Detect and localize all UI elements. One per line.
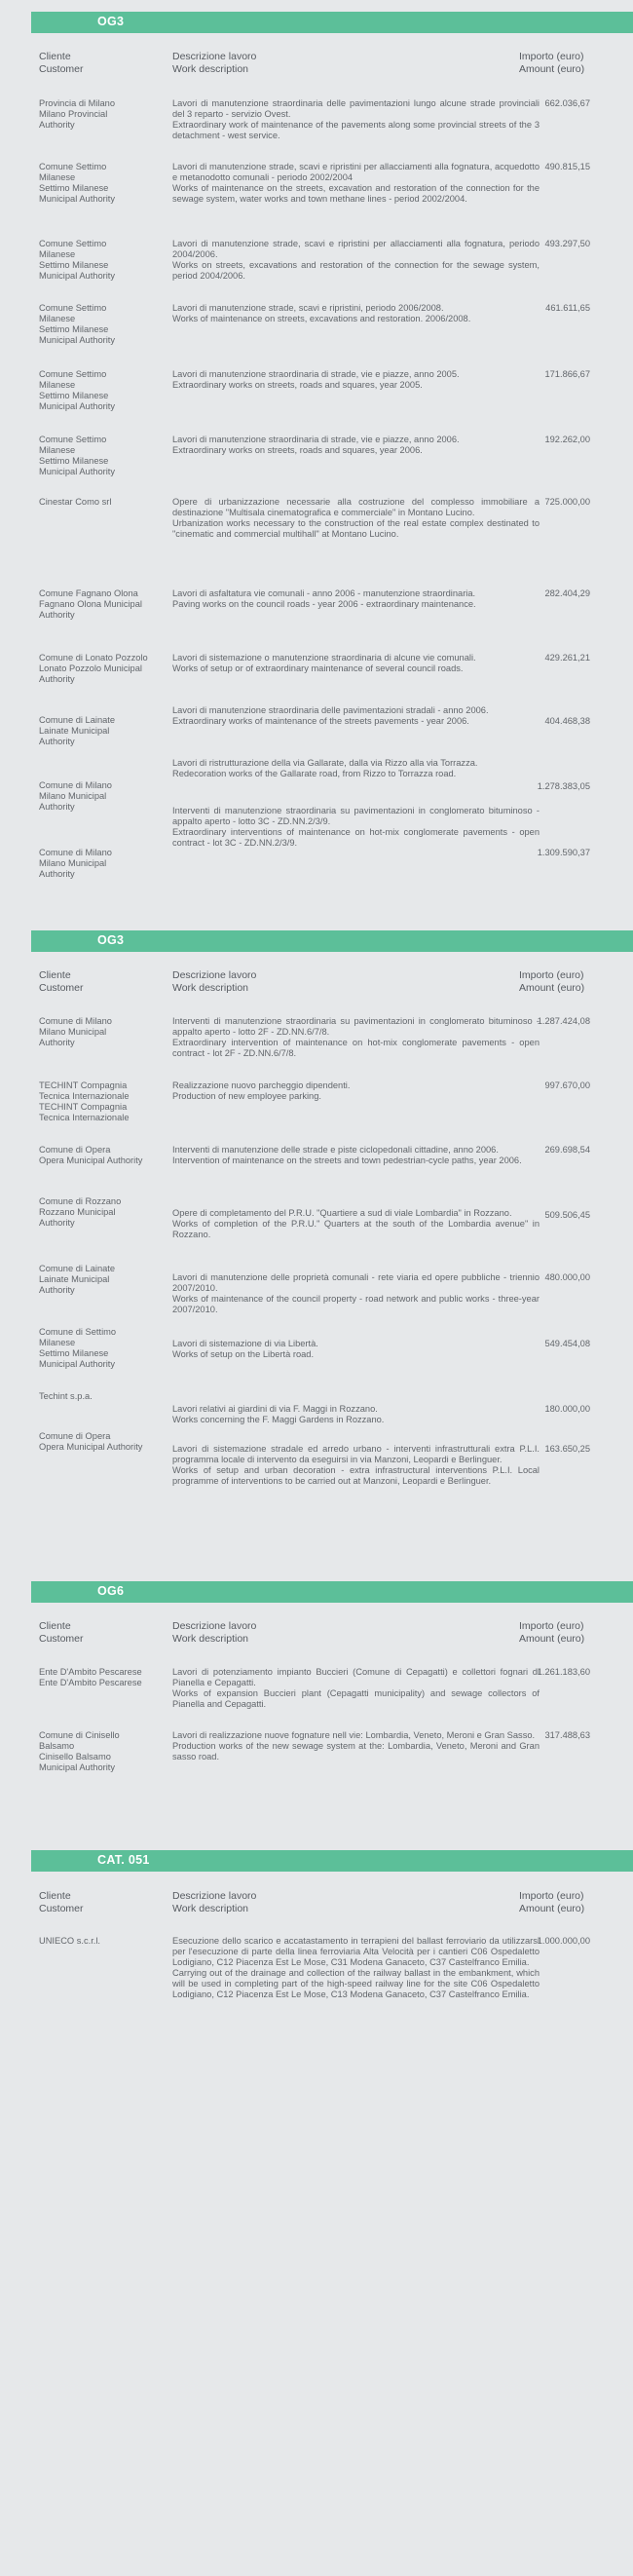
client-line: Settimo Milanese bbox=[39, 183, 109, 193]
row-amount: 725.000,00 bbox=[544, 497, 590, 507]
client-line: Milano Municipal bbox=[39, 791, 107, 801]
category-bar bbox=[31, 1850, 633, 1872]
client-line: Comune Settimo bbox=[39, 239, 107, 248]
row-description bbox=[172, 705, 540, 727]
header-client bbox=[39, 1890, 84, 1915]
client-line: Comune di Cinisello bbox=[39, 1730, 120, 1740]
row-description bbox=[172, 653, 540, 674]
row-client bbox=[39, 303, 168, 346]
client-line: Settimo Milanese bbox=[39, 324, 109, 334]
client-line: Techint s.p.a. bbox=[39, 1391, 93, 1401]
row-amount: 1.278.383,05 bbox=[537, 781, 590, 791]
client-line: Opera Municipal Authority bbox=[39, 1442, 143, 1452]
header-amount-en: Amount (euro) bbox=[519, 1633, 585, 1645]
row-description bbox=[172, 435, 540, 456]
header-desc-it: Descrizione lavoro bbox=[172, 51, 257, 62]
description-text: Lavori di sistemazione di via Libertà. Works of setup on the Libertà road. bbox=[172, 1339, 318, 1359]
row-client bbox=[39, 1936, 168, 1947]
row-description bbox=[172, 1016, 540, 1059]
client-line: Milanese bbox=[39, 314, 76, 323]
description-text: Lavori di manutenzione strade, scavi e ripristini, periodo 2006/2008. Works of maintenance on streets, excavations and restoration. 2006/2008. bbox=[172, 303, 471, 323]
description-text: Lavori di manutenzione strade, scavi e ripristini per allacciamenti alla fognatura, periodo 2004/2006. Works on streets, excavations and restoration of the connection for the sewage system, period 2004/2006. bbox=[172, 239, 540, 281]
client-line: Cinestar Como srl bbox=[39, 497, 112, 507]
client-line: Milanese bbox=[39, 380, 76, 390]
header-amount-it: Importo (euro) bbox=[519, 969, 584, 981]
row-description bbox=[172, 1444, 540, 1487]
header-desc-it: Descrizione lavoro bbox=[172, 969, 257, 981]
client-line: Comune di Milano bbox=[39, 780, 112, 790]
row-description bbox=[172, 806, 540, 849]
client-line: Municipal Authority bbox=[39, 1359, 116, 1369]
client-line: Milano Municipal bbox=[39, 1027, 107, 1037]
client-line: UNIECO s.c.r.l. bbox=[39, 1936, 101, 1946]
header-client bbox=[39, 51, 84, 76]
description-text: Lavori di sistemazione stradale ed arredo urbano - interventi infrastrutturali extra P.L.I. programma locale di intervento da eseguirsi in via Manzoni, Leopardi e Berlinguer. Works of setup and urban decoration - extra infrastructural interventions P.L.I. Local programme of interventions to be carried out at Manzoni, Leopardi e Berlinguer. bbox=[172, 1444, 540, 1486]
description-text: Lavori di realizzazione nuove fognature nell vie: Lombardia, Veneto, Meroni e Gran Sasso. Production works of the new sewage system at the: Lombardia, Veneto, Meroni and Gran sasso road. bbox=[172, 1730, 540, 1762]
category-label: OG6 bbox=[97, 1584, 125, 1598]
header-desc-it: Descrizione lavoro bbox=[172, 1620, 257, 1632]
category-label: OG3 bbox=[97, 933, 125, 947]
description-text: Opere di completamento del P.R.U. "Quartiere a sud di viale Lombardia" in Rozzano. Works of completion of the P.R.U." Quarters at the south of the Lombardia avenue" in Rozzano. bbox=[172, 1208, 540, 1239]
row-client bbox=[39, 780, 168, 813]
client-line: Lainate Municipal bbox=[39, 726, 110, 736]
client-line: Authority bbox=[39, 737, 75, 746]
category-bar bbox=[31, 12, 633, 33]
header-amount bbox=[519, 969, 584, 995]
description-text: Lavori di manutenzione strade, scavi e ripristini per allacciamenti alla fognatura, acquedotto e metanodotto comunali - periodo 2002/2004 Works of maintenance on the streets, excavation and restoration of the connection for the sewage system, water works and town methane lines - period 2002/2004. bbox=[172, 162, 540, 204]
client-line: Comune Fagnano Olona bbox=[39, 588, 138, 598]
description-text: Lavori di manutenzione straordinaria di strade, vie e piazze, anno 2006. Extraordinary works on streets, roads and squares, year 2006. bbox=[172, 435, 460, 455]
client-line: Milanese bbox=[39, 249, 76, 259]
client-line: Municipal Authority bbox=[39, 401, 116, 411]
header-description bbox=[172, 969, 256, 995]
row-description bbox=[172, 1339, 540, 1360]
description-text: Lavori di sistemazione o manutenzione straordinaria di alcune vie comunali. Works of setup or of extraordinary maintenance of several council roads. bbox=[172, 653, 476, 673]
row-description bbox=[172, 1080, 540, 1102]
row-description bbox=[172, 1272, 540, 1315]
description-text: Lavori di manutenzione delle proprietà comunali - rete viaria ed opere pubbliche - triennio 2007/2010. Works of maintenance of the council property - road network and public works - three-year 2007/2010. bbox=[172, 1272, 540, 1314]
row-description bbox=[172, 1936, 540, 2000]
row-amount: 404.468,38 bbox=[544, 716, 590, 726]
row-client bbox=[39, 848, 168, 880]
row-amount: 1.309.590,37 bbox=[537, 848, 590, 857]
row-client bbox=[39, 1264, 168, 1296]
header-amount-en: Amount (euro) bbox=[519, 63, 585, 75]
row-client bbox=[39, 1391, 168, 1402]
category-label: CAT. 051 bbox=[97, 1853, 150, 1867]
description-text: Esecuzione dello scarico e accatastamento in terrapieni del ballast ferroviario da utilizzarsi per l'esecuzione di parte della linea ferroviaria Alta Velocità per i cantieri C06 Ospedaletto Lodigiano, C12 Piacenza Est Le Mose, C31 Modena Ganaceto, C37 Castelfranco Emilia. Carrying out of the drainage and collection of the railway ballast in the embankment, which will be used in completing part of the high-speed railway line for the site C06 Ospedaletto Lodigiano, C12 Piacenza Est Le Mose, C13 Modena Ganaceto, C37 Castelfranco Emilia. bbox=[172, 1936, 540, 1999]
header-client-en: Customer bbox=[39, 63, 84, 75]
client-line: Municipal Authority bbox=[39, 271, 116, 281]
header-desc-en: Work description bbox=[172, 1633, 249, 1645]
category-bar bbox=[31, 930, 633, 952]
row-client bbox=[39, 435, 168, 477]
description-text: Lavori di manutenzione straordinaria di strade, vie e piazze, anno 2005. Extraordinary works on streets, roads and squares, year 2005. bbox=[172, 369, 460, 390]
row-amount: 549.454,08 bbox=[544, 1339, 590, 1348]
row-description bbox=[172, 588, 540, 610]
row-client bbox=[39, 1730, 168, 1773]
client-line: Comune di Opera bbox=[39, 1145, 111, 1155]
header-description bbox=[172, 1620, 256, 1646]
row-description bbox=[172, 1667, 540, 1710]
row-description bbox=[172, 369, 540, 391]
client-line: Authority bbox=[39, 1285, 75, 1295]
header-amount bbox=[519, 1620, 584, 1646]
row-description bbox=[172, 1208, 540, 1240]
client-line: Comune di Opera bbox=[39, 1431, 111, 1441]
header-description bbox=[172, 51, 256, 76]
row-amount: 163.650,25 bbox=[544, 1444, 590, 1454]
row-client bbox=[39, 98, 168, 131]
row-amount: 662.036,67 bbox=[544, 98, 590, 108]
row-client bbox=[39, 497, 168, 508]
row-amount: 480.000,00 bbox=[544, 1272, 590, 1282]
description-text: Realizzazione nuovo parcheggio dipendenti. Production of new employee parking. bbox=[172, 1080, 351, 1101]
client-line: Tecnica Internazionale bbox=[39, 1091, 130, 1101]
row-client bbox=[39, 653, 168, 685]
client-line: TECHINT Compagnia bbox=[39, 1080, 128, 1090]
header-client-en: Customer bbox=[39, 982, 84, 994]
header-client bbox=[39, 1620, 84, 1646]
row-client bbox=[39, 1431, 168, 1453]
header-client-en: Customer bbox=[39, 1903, 84, 1914]
header-amount bbox=[519, 51, 584, 76]
header-desc-en: Work description bbox=[172, 63, 249, 75]
header-amount-en: Amount (euro) bbox=[519, 982, 585, 994]
client-line: Ente D'Ambito Pescarese bbox=[39, 1667, 142, 1677]
description-text: Lavori di asfaltatura vie comunali - anno 2006 - manutenzione straordinaria. Paving works on the council roads - year 2006 - extraordinary maintenance. bbox=[172, 588, 476, 609]
row-client bbox=[39, 1327, 168, 1370]
client-line: Municipal Authority bbox=[39, 467, 116, 476]
header-desc-en: Work description bbox=[172, 982, 249, 994]
row-client bbox=[39, 715, 168, 747]
client-line: Settimo Milanese bbox=[39, 260, 109, 270]
row-client bbox=[39, 239, 168, 282]
client-line: Authority bbox=[39, 610, 75, 620]
category-label: OG3 bbox=[97, 15, 125, 28]
description-text: Lavori di manutenzione straordinaria delle pavimentazioni lungo alcune strade provinciali del 3 reparto - servizio Ovest. Extraordinary work of maintenance of the pavements along some provincial streets of the 3 detachment - west service. bbox=[172, 98, 540, 140]
client-line: Municipal Authority bbox=[39, 335, 116, 345]
client-line: Authority bbox=[39, 674, 75, 684]
client-line: Settimo Milanese bbox=[39, 1348, 109, 1358]
client-line: Comune Settimo bbox=[39, 369, 107, 379]
client-line: Comune di Lainate bbox=[39, 715, 116, 725]
client-line: Milano Municipal bbox=[39, 858, 107, 868]
row-description bbox=[172, 1730, 540, 1762]
client-line: Fagnano Olona Municipal bbox=[39, 599, 142, 609]
row-client bbox=[39, 1080, 168, 1123]
client-line: Provincia di Milano bbox=[39, 98, 116, 108]
client-line: Milanese bbox=[39, 172, 76, 182]
row-amount: 269.698,54 bbox=[544, 1145, 590, 1155]
client-line: Milanese bbox=[39, 1338, 76, 1347]
header-client-it: Cliente bbox=[39, 969, 71, 981]
row-description bbox=[172, 162, 540, 205]
header-amount-en: Amount (euro) bbox=[519, 1903, 585, 1914]
row-client bbox=[39, 1145, 168, 1166]
header-amount-it: Importo (euro) bbox=[519, 1890, 584, 1902]
row-amount: 317.488,63 bbox=[544, 1730, 590, 1740]
client-line: Comune di Milano bbox=[39, 848, 112, 857]
row-amount: 171.866,67 bbox=[544, 369, 590, 379]
client-line: Opera Municipal Authority bbox=[39, 1155, 143, 1165]
client-line: Comune di Milano bbox=[39, 1016, 112, 1026]
client-line: Authority bbox=[39, 1218, 75, 1228]
row-client bbox=[39, 1667, 168, 1688]
row-client bbox=[39, 1016, 168, 1048]
category-bar bbox=[31, 1581, 633, 1603]
description-text: Interventi di manutenzione delle strade e piste ciclopedonali cittadine, anno 2006. Intervention of maintenance on the streets and town pedestrian-cycle paths, year 2006. bbox=[172, 1145, 522, 1165]
row-client bbox=[39, 369, 168, 412]
header-client-it: Cliente bbox=[39, 51, 71, 62]
row-amount: 282.404,29 bbox=[544, 588, 590, 598]
client-line: Authority bbox=[39, 1038, 75, 1047]
client-line: Lonato Pozzolo Municipal bbox=[39, 663, 142, 673]
description-text: Opere di urbanizzazione necessarie alla costruzione del complesso immobiliare a destinazione "Multisala cinematografica e commerciale" in Montano Lucino. Urbanization works necessary to the construction of the real estate complex destinated to "cinematic and commercial multihall" at Montano Lucino. bbox=[172, 497, 540, 539]
row-client bbox=[39, 162, 168, 205]
client-line: Tecnica Internazionale bbox=[39, 1113, 130, 1122]
row-description bbox=[172, 1404, 540, 1425]
row-description bbox=[172, 497, 540, 540]
client-line: Balsamo bbox=[39, 1741, 75, 1751]
client-line: Comune di Rozzano bbox=[39, 1196, 122, 1206]
row-amount: 192.262,00 bbox=[544, 435, 590, 444]
client-line: Comune Settimo bbox=[39, 162, 107, 171]
row-amount: 429.261,21 bbox=[544, 653, 590, 663]
row-description bbox=[172, 303, 540, 324]
client-line: Comune di Lainate bbox=[39, 1264, 116, 1273]
client-line: Authority bbox=[39, 120, 75, 130]
row-description bbox=[172, 239, 540, 282]
header-amount bbox=[519, 1890, 584, 1915]
row-description bbox=[172, 1145, 540, 1166]
client-line: TECHINT Compagnia bbox=[39, 1102, 128, 1112]
client-line: Municipal Authority bbox=[39, 194, 116, 204]
row-amount: 1.000.000,00 bbox=[537, 1936, 590, 1946]
row-description bbox=[172, 758, 540, 779]
description-text: Interventi di manutenzione straordinaria su pavimentazioni in conglomerato bituminoso - appalto aperto - lotto 2F - ZD.NN.6/7/8. Extraordinary intervention of maintenance on hot-mix conglomerate pavements - open contract - lot 2F - ZD.NN.6/7/8. bbox=[172, 1016, 540, 1058]
row-amount: 180.000,00 bbox=[544, 1404, 590, 1414]
client-line: Authority bbox=[39, 802, 75, 812]
header-client bbox=[39, 969, 84, 995]
row-amount: 997.670,00 bbox=[544, 1080, 590, 1090]
description-text: Lavori relativi ai giardini di via F. Maggi in Rozzano. Works concerning the F. Maggi Gardens in Rozzano. bbox=[172, 1404, 385, 1424]
description-text: Lavori di potenziamento impianto Buccieri (Comune di Cepagatti) e collettori fognari di Pianella e Cepagatti. Works of expansion Buccieri plant (Cepagatti municipality) and sewage collectors of Pianella and Cepagatti. bbox=[172, 1667, 540, 1709]
header-desc-en: Work description bbox=[172, 1903, 249, 1914]
header-client-it: Cliente bbox=[39, 1620, 71, 1632]
client-line: Municipal Authority bbox=[39, 1762, 116, 1772]
row-amount: 493.297,50 bbox=[544, 239, 590, 248]
row-client bbox=[39, 588, 168, 621]
client-line: Milanese bbox=[39, 445, 76, 455]
header-amount-it: Importo (euro) bbox=[519, 51, 584, 62]
client-line: Ente D'Ambito Pescarese bbox=[39, 1678, 142, 1687]
client-line: Settimo Milanese bbox=[39, 391, 109, 400]
row-amount: 1.261.183,60 bbox=[537, 1667, 590, 1677]
row-amount: 461.611,65 bbox=[545, 303, 590, 313]
description-text: Lavori di ristrutturazione della via Gallarate, dalla via Rizzo alla via Torrazza. Redecoration works of the Gallarate road, from Rizzo to Torrazza road. bbox=[172, 758, 478, 778]
description-text: Interventi di manutenzione straordinaria su pavimentazioni in conglomerato bituminoso - appalto aperto - lotto 3C - ZD.NN.2/3/9. Extraordinary interventions of maintenance on hot-mix conglomerate pavements - open contract - lot 3C - ZD.NN.2/3/9. bbox=[172, 806, 540, 848]
client-line: Comune di Lonato Pozzolo bbox=[39, 653, 148, 663]
row-amount: 509.506,45 bbox=[544, 1210, 590, 1220]
row-amount: 1.287.424,08 bbox=[537, 1016, 590, 1026]
client-line: Authority bbox=[39, 869, 75, 879]
header-desc-it: Descrizione lavoro bbox=[172, 1890, 257, 1902]
client-line: Milano Provincial bbox=[39, 109, 108, 119]
description-text: Lavori di manutenzione straordinaria delle pavimentazioni stradali - anno 2006. Extraordinary works of maintenance of the streets pavements - year 2006. bbox=[172, 705, 489, 726]
row-client bbox=[39, 1196, 168, 1229]
row-amount: 490.815,15 bbox=[544, 162, 590, 171]
header-description bbox=[172, 1890, 256, 1915]
header-client-it: Cliente bbox=[39, 1890, 71, 1902]
row-description bbox=[172, 98, 540, 141]
header-amount-it: Importo (euro) bbox=[519, 1620, 584, 1632]
client-line: Settimo Milanese bbox=[39, 456, 109, 466]
client-line: Comune Settimo bbox=[39, 303, 107, 313]
client-line: Lainate Municipal bbox=[39, 1274, 110, 1284]
header-client-en: Customer bbox=[39, 1633, 84, 1645]
client-line: Rozzano Municipal bbox=[39, 1207, 116, 1217]
client-line: Comune Settimo bbox=[39, 435, 107, 444]
client-line: Comune di Settimo bbox=[39, 1327, 117, 1337]
client-line: Cinisello Balsamo bbox=[39, 1752, 111, 1762]
